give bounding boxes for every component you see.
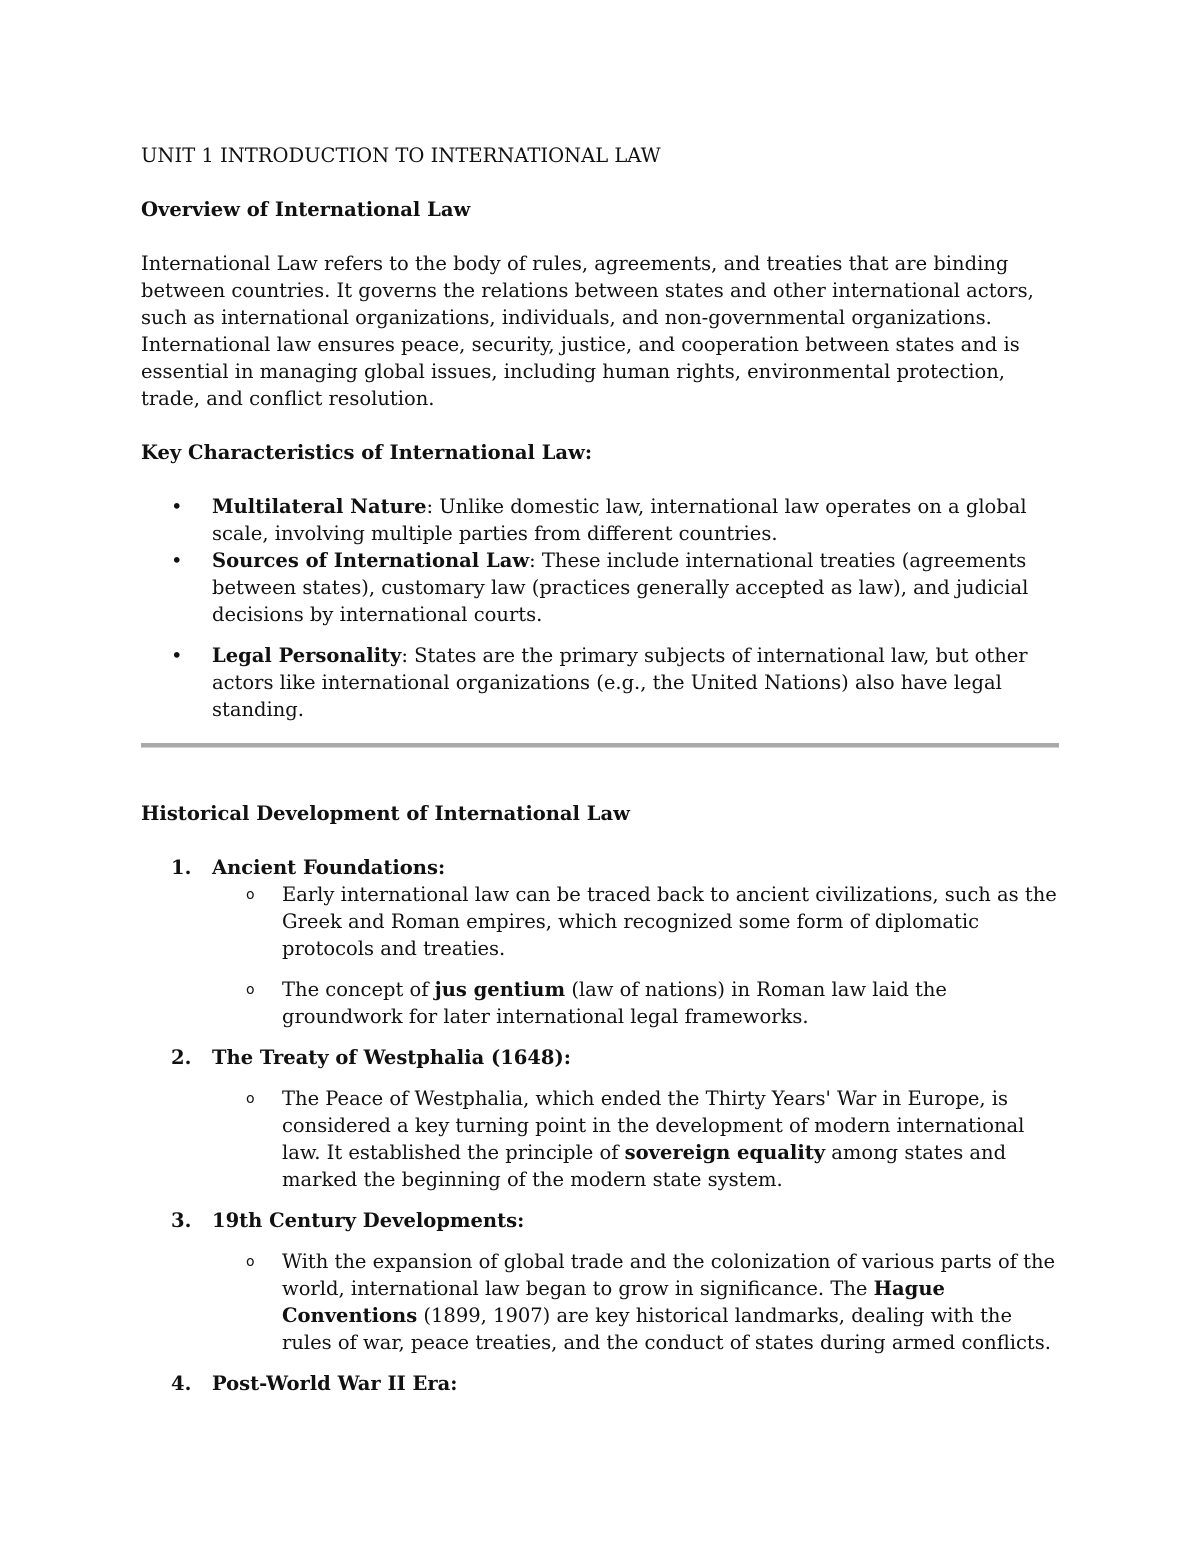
sub-item-text: (1899, 1907) are key historical landmarks, dealing with the rules of war, peace treaties, and the conduct of states during armed conflicts. bbox=[282, 1304, 1051, 1354]
term-jus-gentium: jus gentium bbox=[434, 978, 566, 1001]
sub-item-text: among states and marked the beginning of the modern state system. bbox=[282, 1141, 1007, 1191]
history-section-19th-century bbox=[141, 1207, 1061, 1234]
sub-item-text: (law of nations) in Roman law laid the groundwork for later international legal frameworks. bbox=[282, 978, 947, 1028]
section-title: The Treaty of Westphalia (1648): bbox=[212, 1046, 571, 1069]
document-title: UNIT 1 INTRODUCTION TO INTERNATIONAL LAW bbox=[141, 144, 661, 167]
sub-item-text: The Peace of Westphalia, which ended the Thirty Years' War in Europe, is considered a key turning point in the development of modern international law. It established the principle of bbox=[282, 1087, 1025, 1164]
history-section-post-wwii bbox=[141, 1370, 1061, 1397]
sub-item-text: With the expansion of global trade and the colonization of various parts of the world, international law began to grow in significance. The bbox=[282, 1250, 1056, 1300]
sub-item bbox=[141, 976, 1061, 1030]
circle-bullet-icon: o bbox=[246, 1091, 255, 1107]
sub-item bbox=[141, 881, 1061, 962]
sub-item-text: The concept of bbox=[282, 978, 435, 1001]
section-number: 4. bbox=[171, 1372, 192, 1395]
section-title: Ancient Foundations: bbox=[212, 856, 446, 879]
bullet-icon: • bbox=[171, 644, 183, 667]
desc-sources-of-international-law: : These include international treaties (agreements between states), customary law (practices generally accepted as law), and judicial decisions by international courts. bbox=[212, 549, 1029, 626]
term-sources-of-international-law: Sources of International Law bbox=[212, 549, 530, 572]
section-number: 3. bbox=[171, 1209, 192, 1232]
history-section-westphalia bbox=[141, 1044, 1061, 1071]
circle-bullet-icon: o bbox=[246, 887, 255, 903]
circle-bullet-icon: o bbox=[246, 1254, 255, 1270]
section-title: 19th Century Developments: bbox=[212, 1209, 525, 1232]
sub-item bbox=[141, 1248, 1061, 1356]
term-legal-personality: Legal Personality bbox=[212, 644, 402, 667]
section-number: 1. bbox=[171, 856, 192, 879]
history-heading: Historical Development of International Law bbox=[141, 802, 630, 825]
term-hague-conventions: Hague Conventions bbox=[282, 1277, 945, 1327]
document-body bbox=[141, 142, 1061, 1397]
characteristics-heading: Key Characteristics of International Law: bbox=[141, 441, 593, 464]
sub-item bbox=[141, 1085, 1061, 1193]
overview-heading: Overview of International Law bbox=[141, 198, 471, 221]
sub-item-text: Early international law can be traced back to ancient civilizations, such as the Greek and Roman empires, which recognized some form of diplomatic protocols and treaties. bbox=[282, 883, 1057, 960]
term-sovereign-equality: sovereign equality bbox=[624, 1141, 826, 1164]
history-section-ancient bbox=[141, 854, 1061, 881]
list-item-multilateral bbox=[141, 493, 1061, 547]
bullet-icon: • bbox=[171, 495, 183, 518]
desc-multilateral-nature: : Unlike domestic law, international law operates on a global scale, involving multiple parties from different countries. bbox=[212, 495, 1027, 545]
overview-paragraph: International Law refers to the body of rules, agreements, and treaties that are binding between countries. It governs the relations between states and other international actors, such as international organizations, individuals, and non-governmental organizations. International law ensures peace, security, justice, and cooperation between states and is essential in managing global issues, including human rights, environmental protection, trade, and conflict resolution. bbox=[141, 252, 1034, 410]
bullet-icon: • bbox=[171, 549, 183, 572]
list-item-legal-personality bbox=[141, 642, 1061, 723]
term-multilateral-nature: Multilateral Nature bbox=[212, 495, 427, 518]
list-item-sources bbox=[141, 547, 1061, 628]
circle-bullet-icon: o bbox=[246, 982, 255, 998]
section-number: 2. bbox=[171, 1046, 192, 1069]
section-title: Post-World War II Era: bbox=[212, 1372, 458, 1395]
desc-legal-personality: : States are the primary subjects of international law, but other actors like international organizations (e.g., the United Nations) also have legal standing. bbox=[212, 644, 1028, 721]
